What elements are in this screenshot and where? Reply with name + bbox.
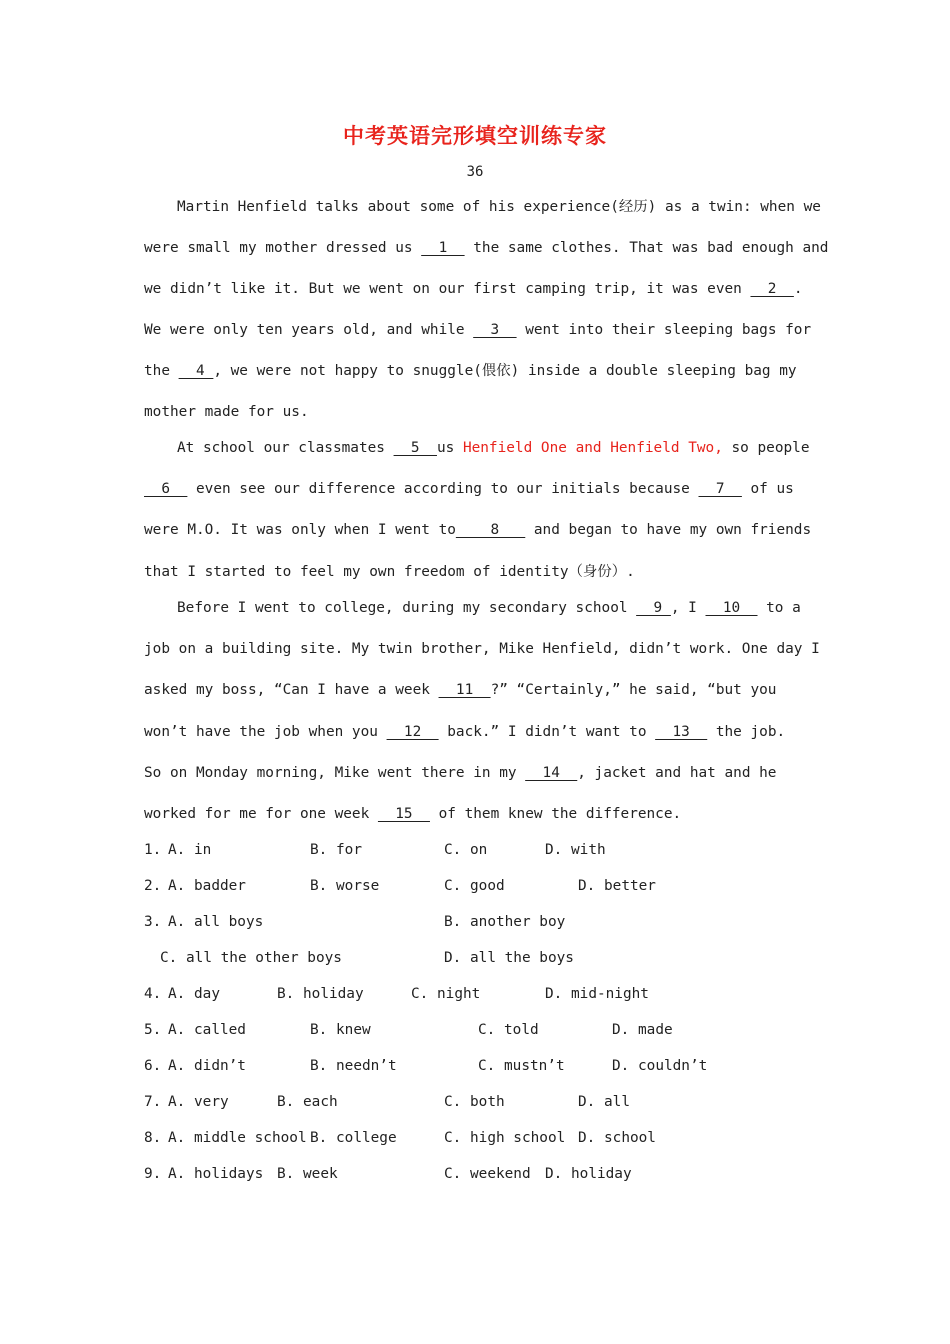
passage-line: the __4_, we were not happy to snuggle(偎依) inside a double sleeping bag my	[144, 363, 797, 379]
question-number: 9.	[144, 1166, 162, 1182]
option-d: D. holiday	[545, 1166, 632, 1182]
highlighted-text: Henfield One and Henfield Two,	[462, 440, 723, 456]
option-c: C. both	[444, 1094, 505, 1110]
question-number: 4.	[144, 986, 162, 1002]
page-title: 中考英语完形填空训练专家	[343, 124, 607, 148]
option-d: D. mid-night	[545, 986, 649, 1002]
option-d: D. all	[578, 1094, 630, 1110]
option-a: A. very	[168, 1094, 229, 1110]
blank-13: __13__	[655, 724, 708, 740]
option-b: B. worse	[310, 878, 380, 894]
passage-line: were small my mother dressed us __1__ the same clothes. That was bad enough and	[144, 240, 829, 256]
option-a: A. day	[168, 986, 220, 1002]
blank-4: __4_	[178, 363, 214, 379]
blank-8: ____8___	[455, 522, 526, 538]
question-number: 7.	[144, 1094, 162, 1110]
blank-3: __3__	[473, 322, 517, 338]
passage-line: At school our classmates __5__us Henfield One and Henfield Two, so people	[177, 440, 810, 456]
passage-line: we didn’t like it. But we went on our first camping trip, it was even __2__.	[144, 281, 803, 297]
option-a: A. called	[168, 1022, 246, 1038]
option-b: B. for	[310, 842, 362, 858]
option-a: A. all boys	[168, 914, 264, 930]
passage-number: 36	[466, 164, 484, 180]
option-c: C. told	[478, 1022, 539, 1038]
option-a: A. in	[168, 842, 212, 858]
question-number: 3.	[144, 914, 162, 930]
blank-14: __14__	[525, 765, 578, 781]
question-number: 6.	[144, 1058, 162, 1074]
option-d: D. better	[578, 878, 656, 894]
option-b: B. holiday	[277, 986, 364, 1002]
question-number: 5.	[144, 1022, 162, 1038]
option-b: B. needn’t	[310, 1058, 397, 1074]
blank-6: __6__	[144, 481, 188, 497]
option-a: A. middle school	[168, 1130, 307, 1146]
option-c: C. mustn’t	[478, 1058, 565, 1074]
option-c: C. all the other boys	[160, 950, 342, 966]
option-d: D. made	[612, 1022, 673, 1038]
passage-line: won’t have the job when you __12__ back.” I didn’t want to __13__ the job.	[144, 724, 786, 740]
passage-line: We were only ten years old, and while __3__ went into their sleeping bags for	[144, 322, 812, 338]
blank-9: __9_	[636, 600, 671, 616]
blank-11: __11__	[438, 682, 491, 698]
question-number: 2.	[144, 878, 162, 894]
option-a: A. badder	[168, 878, 246, 894]
passage-line: job on a building site. My twin brother, Mike Henfield, didn’t work. One day I	[144, 641, 820, 657]
option-b: B. another boy	[444, 914, 566, 930]
blank-5: __5__	[393, 440, 437, 456]
passage-line: were M.O. It was only when I went to____8___ and began to have my own friends	[144, 522, 812, 538]
option-c: C. good	[444, 878, 505, 894]
blank-1: __1__	[421, 240, 465, 256]
passage-line: worked for me for one week __15__ of them knew the difference.	[144, 806, 682, 822]
blank-7: __7__	[698, 481, 742, 497]
option-b: B. knew	[310, 1022, 371, 1038]
option-b: B. week	[277, 1166, 338, 1182]
option-a: A. didn’t	[168, 1058, 246, 1074]
option-d: D. couldn’t	[612, 1058, 708, 1074]
question-number: 1.	[144, 842, 162, 858]
blank-12: __12__	[386, 724, 439, 740]
option-c: C. high school	[444, 1130, 566, 1146]
question-number: 8.	[144, 1130, 162, 1146]
blank-15: __15__	[377, 806, 430, 822]
option-c: C. weekend	[444, 1166, 531, 1182]
option-b: B. college	[310, 1130, 397, 1146]
option-d: D. school	[578, 1130, 656, 1146]
passage-line: So on Monday morning, Mike went there in my __14__, jacket and hat and he	[144, 765, 777, 781]
passage-line: __6__ even see our difference according to our initials because __7__ of us	[144, 481, 794, 497]
passage-line: Before I went to college, during my secondary school __9_, I __10__ to a	[177, 600, 801, 616]
blank-10: __10__	[705, 600, 758, 616]
option-a: A. holidays	[168, 1166, 264, 1182]
passage-line: that I started to feel my own freedom of identity（身份）.	[144, 564, 635, 580]
passage-line: asked my boss, “Can I have a week __11__?” “Certainly,” he said, “but you	[144, 682, 777, 698]
passage-line: Martin Henfield talks about some of his experience(经历) as a twin: when we	[177, 199, 821, 215]
blank-2: __2__	[750, 281, 794, 297]
option-d: D. with	[545, 842, 606, 858]
option-c: C. on	[444, 842, 488, 858]
option-c: C. night	[411, 986, 481, 1002]
option-b: B. each	[277, 1094, 338, 1110]
passage-line: mother made for us.	[144, 404, 309, 420]
option-d: D. all the boys	[444, 950, 574, 966]
